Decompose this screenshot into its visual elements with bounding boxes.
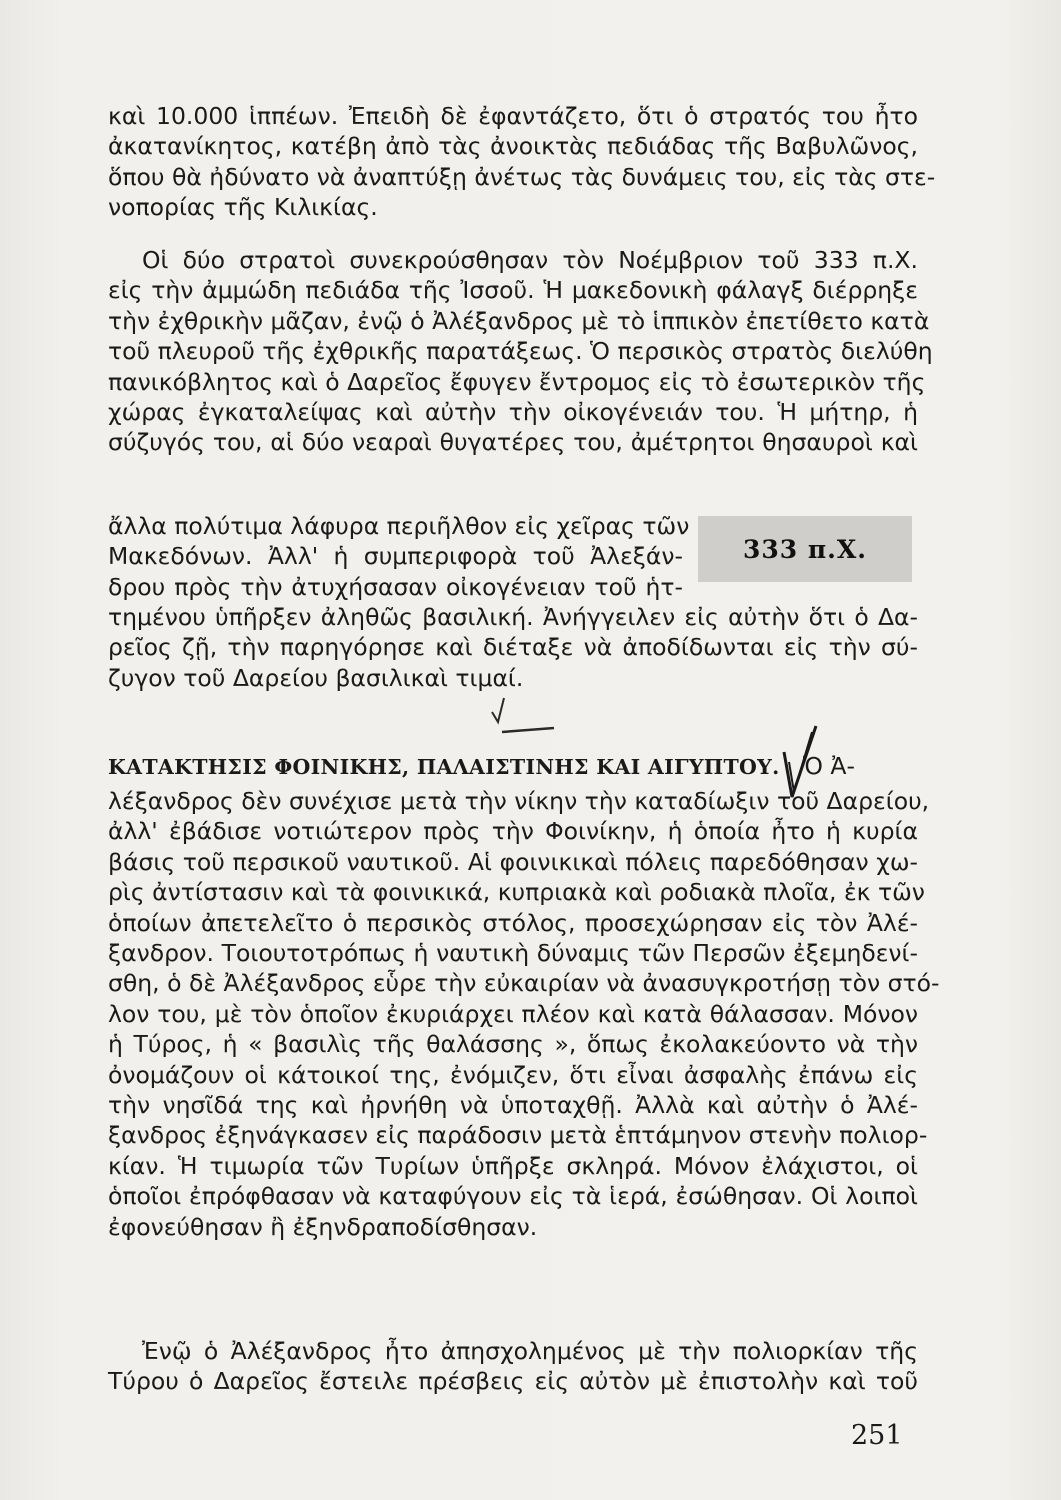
- text-line: καὶ 10.000 ἱππέων. Ἐπειδὴ δὲ ἐφαντάζετο, ὅτι ὁ στρατός του ἦτο: [108, 102, 918, 130]
- text-line: πανικόβλητος καὶ ὁ Δαρεῖος ἔφυγεν ἔντρομος εἰς τὸ ἐσωτερικὸν τῆς: [108, 367, 926, 396]
- text-line: ξανδρος ἐξηνάγκασεν εἰς παράδοσιν μετὰ ἑπτάμηνον στενὴν πολιορ-: [108, 1121, 928, 1150]
- text-line: Οἱ δύο στρατοὶ συνεκρούσθησαν τὸν Νοέμβριον τοῦ 333 π.Χ.: [142, 246, 918, 274]
- text-line: ὀνομάζουν οἱ κάτοικοί της, ἐνόμιζεν, ὅτι εἶναι ἀσφαλὴς ἐπάνω εἰς: [108, 1060, 918, 1089]
- text-line: τημένου ὑπῆρξεν ἀληθῶς βασιλική. Ἀνήγγειλεν εἰς αὐτὴν ὅτι ὁ Δα-: [108, 603, 918, 631]
- text-line: Μακεδόνων. Ἀλλ' ἡ συμπεριφορὰ τοῦ Ἀλεξάν-: [108, 542, 683, 571]
- heading-tail: Ὁ Ἀ-: [803, 752, 855, 780]
- text-line: ὅπου θὰ ἠδύνατο νὰ ἀναπτύξῃ ἀνέτως τὰς δυνάμεις του, εἰς τὰς στε-: [108, 162, 936, 191]
- pencil-checkmark-icon: [490, 690, 560, 750]
- text-line: Τύρου ὁ Δαρεῖος ἔστειλε πρέσβεις εἰς αὐτὸν μὲ ἐπιστολὴν καὶ τοῦ: [108, 1367, 918, 1396]
- text-line: ἡ Τύρος, ἡ « βασιλὶς τῆς θαλάσσης », ὅπως ἐκολακεύοντο νὰ τὴν: [108, 1030, 918, 1059]
- text-line: τοῦ πλευροῦ τῆς ἐχθρικῆς παρατάξεως. Ὁ περσικὸς στρατὸς διελύθη: [108, 337, 933, 366]
- text-line: ἐφονεύθησαν ἢ ἐξηνδραποδίσθησαν.: [108, 1212, 538, 1241]
- paragraph-3: [108, 786, 940, 1242]
- text-line: χώρας ἐγκαταλείψας καὶ αὐτὴν τὴν οἰκογένειάν του. Ἡ μήτηρ, ἡ: [108, 398, 918, 427]
- heading-row: [108, 751, 918, 782]
- text-line: ὁποίων ἀπετελεῖτο ὁ περσικὸς στόλος, προσεχώρησαν εἰς τὸν Ἀλέ-: [108, 908, 918, 937]
- text-line: ξανδρον. Τοιουτοτρόπως ἡ ναυτικὴ δύναμις τῶν Περσῶν ἐξεμηδενί-: [108, 939, 918, 968]
- text-line: εἰς τὴν ἀμμώδη πεδιάδα τῆς Ἰσσοῦ. Ἡ μακεδονικὴ φάλαγξ διέρρηξε: [108, 276, 918, 305]
- paragraph-4: [108, 1336, 918, 1397]
- text-line: κίαν. Ἡ τιμωρία τῶν Τυρίων ὑπῆρξε σκληρά. Μόνον ἐλάχιστοι, οἱ: [108, 1151, 918, 1180]
- date-sidenote: 333 π.Χ.: [698, 516, 912, 582]
- paragraph-2: [108, 245, 933, 458]
- text-line: τὴν νησῖδά της καὶ ἠρνήθη νὰ ὑποταχθῇ. Ἀλλὰ καὶ αὐτὴν ὁ Ἀλέ-: [108, 1091, 918, 1120]
- text-line: νοπορίας τῆς Κιλικίας.: [108, 193, 378, 222]
- paragraph-2-narrow: [108, 511, 690, 602]
- text-line: δρου πρὸς τὴν ἀτυχήσασαν οἰκογένειαν τοῦ ἡτ-: [108, 572, 683, 601]
- text-line: ἀκατανίκητος, κατέβη ἀπὸ τὰς ἀνοικτὰς πεδιάδας τῆς Βαβυλῶνος,: [108, 132, 918, 161]
- section-heading-line: [108, 751, 918, 782]
- text-line: Ἐνῷ ὁ Ἀλέξανδρος ἦτο ἀπησχολημένος μὲ τὴν πολιορκίαν τῆς: [142, 1337, 918, 1365]
- text-line: ρεῖος ζῇ, τὴν παρηγόρησε καὶ διέταξε νὰ ἀποδίδωνται εἰς τὴν σύ-: [108, 633, 918, 662]
- text-line: ζυγον τοῦ Δαρείου βασιλικαὶ τιμαί.: [108, 663, 524, 692]
- text-line: ἀλλ' ἐβάδισε νοτιώτερον πρὸς τὴν Φοινίκην, ἡ ὁποία ἦτο ἡ κυρία: [108, 817, 918, 846]
- text-line: τὴν ἐχθρικὴν μᾶζαν, ἐνῷ ὁ Ἀλέξανδρος μὲ τὸ ἱππικὸν ἐπετίθετο κατὰ: [108, 306, 930, 335]
- page-number: 251: [851, 1420, 903, 1451]
- text-line: ἄλλα πολύτιμα λάφυρα περιῆλθον εἰς χεῖρας τῶν: [108, 512, 690, 540]
- paragraph-2-rest: [108, 602, 918, 693]
- paragraph-1: [108, 101, 936, 223]
- text-line: βάσις τοῦ περσικοῦ ναυτικοῦ. Αἱ φοινικικαὶ πόλεις παρεδόθησαν χω-: [108, 847, 918, 876]
- section-heading: ΚΑΤΑΚΤΗΣΙΣ ΦΟΙΝΙΚΗΣ, ΠΑΛΑΙΣΤΙΝΗΣ ΚΑΙ ΑΙΓΥΠΤΟΥ.: [108, 755, 780, 779]
- text-line: ὁποῖοι ἐπρόφθασαν νὰ καταφύγουν εἰς τὰ ἱερά, ἐσώθησαν. Οἱ λοιποὶ: [108, 1182, 918, 1211]
- text-line: λέξανδρος δὲν συνέχισε μετὰ τὴν νίκην τὴν καταδίωξιν τοῦ Δαρείου,: [108, 787, 930, 815]
- text-line: σύζυγός του, αἱ δύο νεαραὶ θυγατέρες του, ἀμέτρητοι θησαυροὶ καὶ: [108, 428, 918, 457]
- text-line: σθη, ὁ δὲ Ἀλέξανδρος εὗρε τὴν εὐκαιρίαν νὰ ἀνασυγκροτήσῃ τὸν στό-: [108, 969, 940, 998]
- text-line: ρὶς ἀντίστασιν καὶ τὰ φοινικικά, κυπριακὰ καὶ ροδιακὰ πλοῖα, ἐκ τῶν: [108, 878, 925, 907]
- text-line: λον του, μὲ τὸν ὁποῖον ἐκυριάρχει πλέον καὶ κατὰ θάλασσαν. Μόνον: [108, 999, 918, 1028]
